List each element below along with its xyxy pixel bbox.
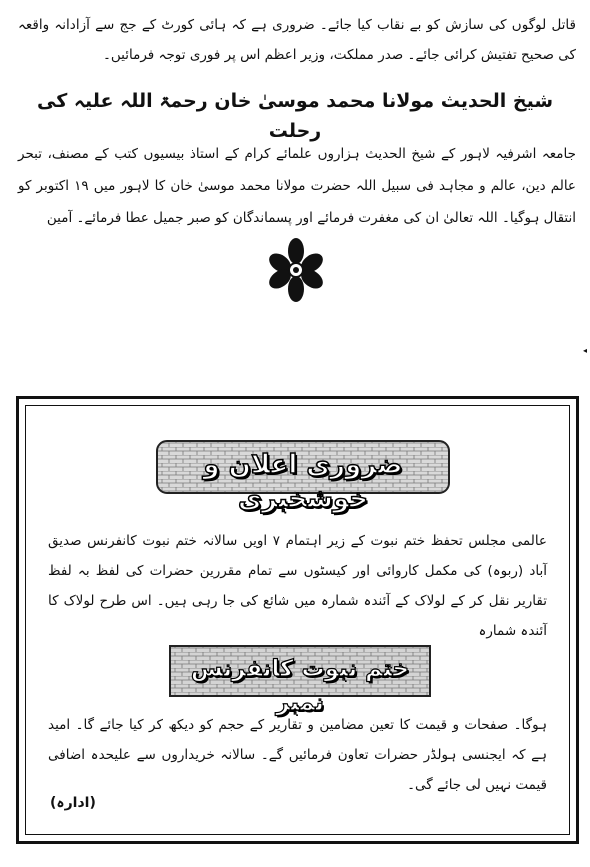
conference-banner-title: ختم نبوت کانفرنس نمبر xyxy=(190,656,410,716)
announcement-paragraph-2: ہوگا۔ صفحات و قیمت کا تعین مضامین و تقاریر کے حجم کو دیکھ کر کیا جائے گا۔ امید ہے کہ ایجنسی ہولڈر حضرات تعاون فرمائیں گے۔ سالانہ خریداروں سے علیحدہ اضافی قیمت نہیں لی جائے گی۔ xyxy=(48,717,547,793)
announcement-inner-frame xyxy=(25,405,570,835)
obituary-heading: شیخ الحدیث مولانا محمد موسیٰ خان رحمۃ اللہ علیہ کی رحلت xyxy=(36,90,554,142)
announcement-banner-title: ضروری اعلان و خوشخبری xyxy=(203,450,403,514)
signoff: (ادارہ) xyxy=(50,795,96,811)
obituary-paragraph: جامعہ اشرفیہ لاہور کے شیخ الحدیث ہزاروں علمائے کرام کے استاذ بیسیوں کتب کے مصنف، تبحر عالم دین، عالم و مجاہد فی سبیل اللہ حضرت مولانا محمد موسیٰ خان کا لاہور میں ۱۹ اکتوبر کو انتقال ہوگیا۔ اللہ تعالیٰ ان کی مغفرت فرمائے اور پسماندگان کو صبر جمیل عطا فرمائے۔ آمین xyxy=(18,146,576,226)
announcement-box xyxy=(16,396,579,844)
flower-ornament-icon xyxy=(265,236,327,304)
announcement-paragraph-1: عالمی مجلس تحفظ ختم نبوت کے زیر اہتمام ۷ اویں سالانہ ختم نبوت کانفرنس صدیق آباد (ربوہ) کی مکمل کاروائی اور کیسٹوں سے تمام مقررین حضرات کی لفظ بہ لفظ تقاریر نقل کر کے لولاک کے آئندہ شمارہ میں شائع کی جا رہی ہیں۔ اس طرح لولاک کا آئندہ شمارہ xyxy=(48,533,547,639)
intro-paragraph: قاتل لوگوں کی سازش کو بے نقاب کیا جائے۔ ضروری ہے کہ ہائی کورٹ کے جج سے آزادانہ واقعہ کی صحیح تفتیش کرائی جائے۔ صدر مملکت، وزیر اعظم اس پر فوری توجہ فرمائیں۔ xyxy=(18,17,576,63)
margin-mark: ◂ xyxy=(583,346,588,355)
